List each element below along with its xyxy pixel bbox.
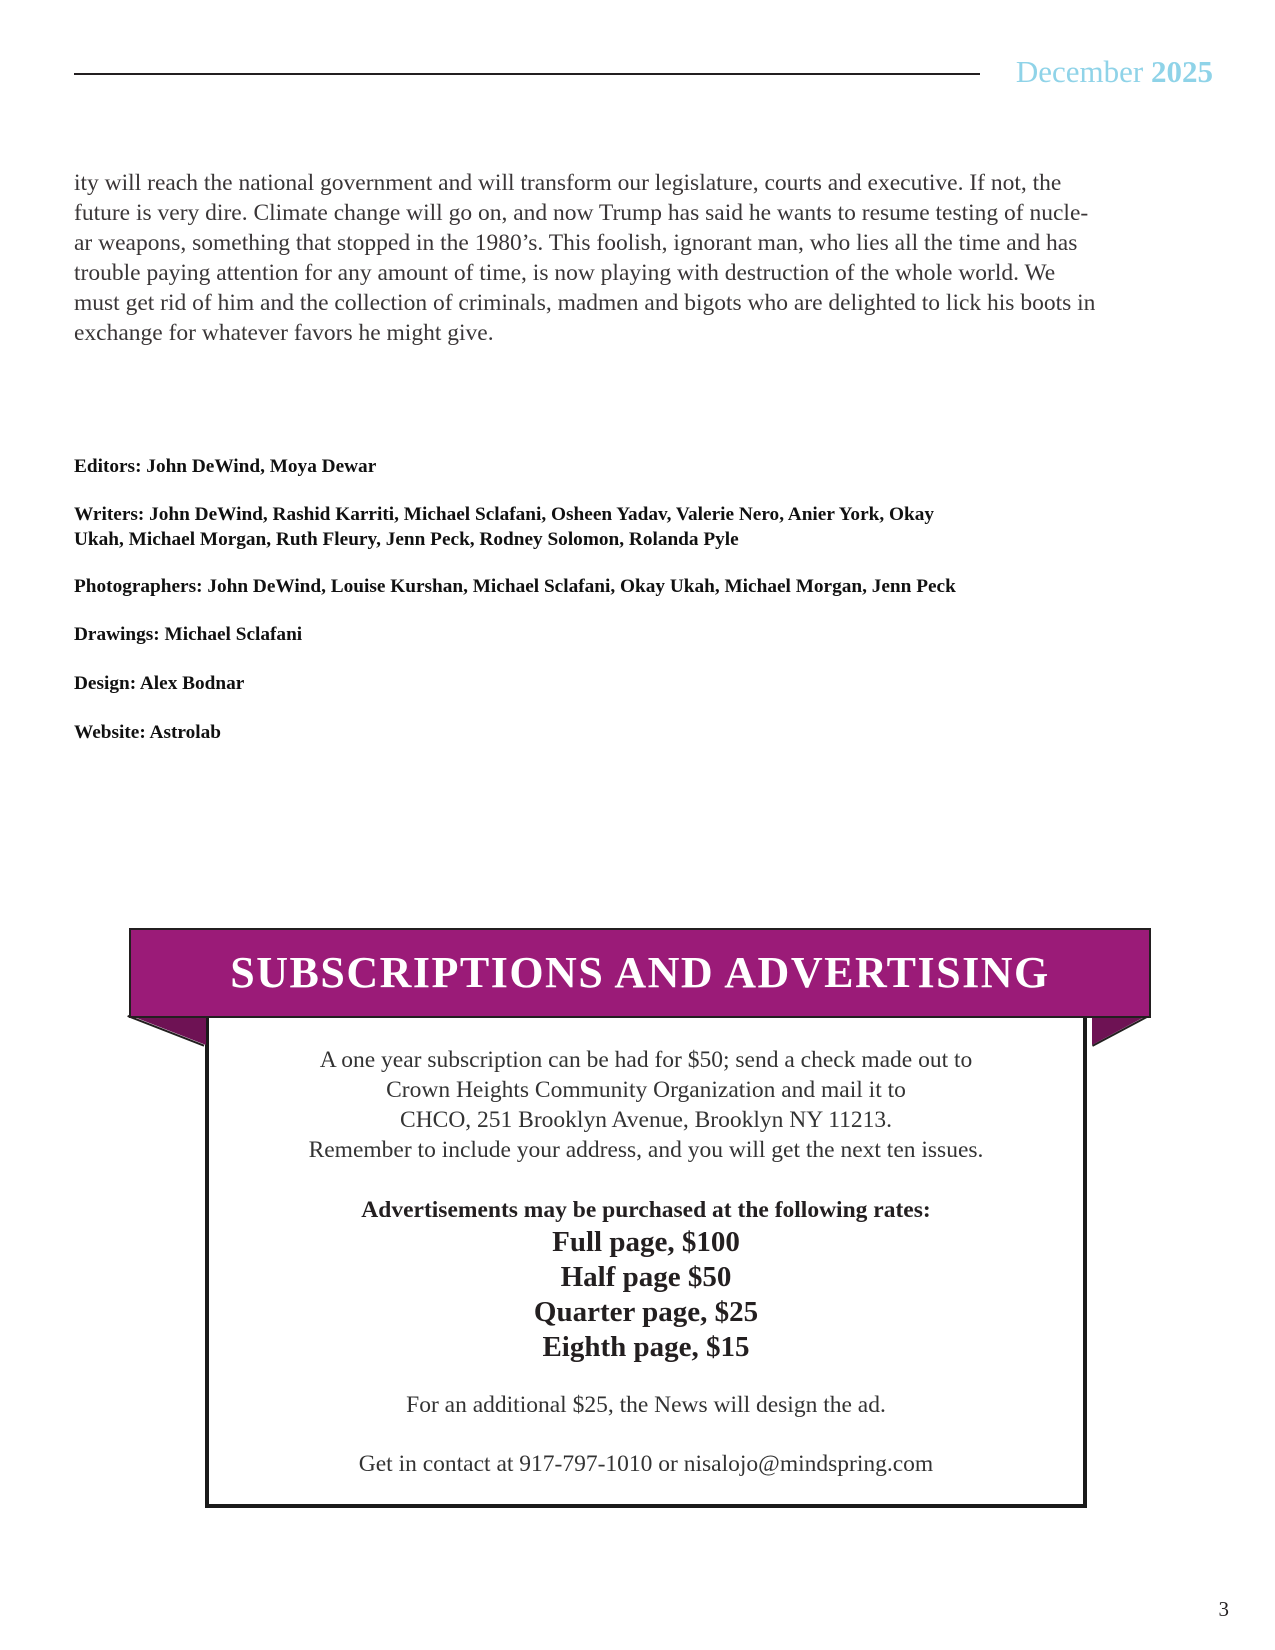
subscription-line: CHCO, 251 Brooklyn Avenue, Brooklyn NY 11213. bbox=[400, 1107, 892, 1133]
credit-writers bbox=[74, 502, 934, 552]
issue-date bbox=[1016, 54, 1213, 90]
subscriptions-banner bbox=[129, 928, 1151, 1018]
subscription-line: A one year subscription can be had for $50; send a check made out to bbox=[319, 1047, 973, 1073]
credit-design: Design: Alex Bodnar bbox=[74, 673, 245, 694]
header-rule bbox=[74, 73, 980, 75]
contact-info: Get in contact at 917-797-1010 or nisalojo@mindspring.com bbox=[358, 1451, 934, 1477]
article-line: trouble paying attention for any amount of time, is now playing with destruction of the whole world. We bbox=[74, 260, 1056, 286]
article-text bbox=[74, 168, 1164, 348]
ad-design-note: For an additional $25, the News will design the ad. bbox=[406, 1392, 886, 1418]
credit-photographers: Photographers: John DeWind, Louise Kurshan, Michael Sclafani, Okay Ukah, Michael Morgan, Jenn Peck bbox=[74, 576, 956, 597]
ads-heading: Advertisements may be purchased at the following rates: bbox=[361, 1197, 931, 1223]
article-line: future is very dire. Climate change will go on, and now Trump has said he wants to resume testing of nucle- bbox=[74, 200, 1089, 226]
issue-month: December bbox=[1015, 54, 1144, 89]
article-line: must get rid of him and the collection of criminals, madmen and bigots who are delighted to lick his boots in bbox=[74, 290, 1096, 316]
subscriptions-content bbox=[205, 1045, 1087, 1479]
issue-year: 2025 bbox=[1151, 54, 1213, 89]
ad-rate: Quarter page, $25 bbox=[533, 1296, 759, 1328]
credit-writers-line: Ukah, Michael Morgan, Ruth Fleury, Jenn Peck, Rodney Solomon, Rolanda Pyle bbox=[74, 529, 739, 550]
article-line: ity will reach the national government and will transform our legislature, courts and executive. If not, the bbox=[74, 170, 1062, 196]
subscription-line: Crown Heights Community Organization and mail it to bbox=[386, 1077, 906, 1103]
article-line: ar weapons, something that stopped in the 1980’s. This foolish, ignorant man, who lies all the time and has bbox=[74, 230, 1078, 256]
ad-rate: Eighth page, $15 bbox=[542, 1331, 750, 1363]
credit-editors: Editors: John DeWind, Moya Dewar bbox=[74, 456, 377, 477]
credit-website: Website: Astrolab bbox=[74, 722, 221, 743]
ad-rate: Full page, $100 bbox=[552, 1226, 740, 1258]
ad-rate: Half page $50 bbox=[560, 1261, 732, 1293]
credit-drawings: Drawings: Michael Sclafani bbox=[74, 624, 303, 645]
credit-writers-line: Writers: John DeWind, Rashid Karriti, Michael Sclafani, Osheen Yadav, Valerie Nero, Anier York, Okay bbox=[74, 504, 934, 525]
page-number: 3 bbox=[1218, 1597, 1229, 1621]
subscription-line: Remember to include your address, and you will get the next ten issues. bbox=[308, 1137, 984, 1163]
subscriptions-title: SUBSCRIPTIONS AND ADVERTISING bbox=[230, 947, 1050, 997]
article-line: exchange for whatever favors he might give. bbox=[74, 320, 494, 346]
